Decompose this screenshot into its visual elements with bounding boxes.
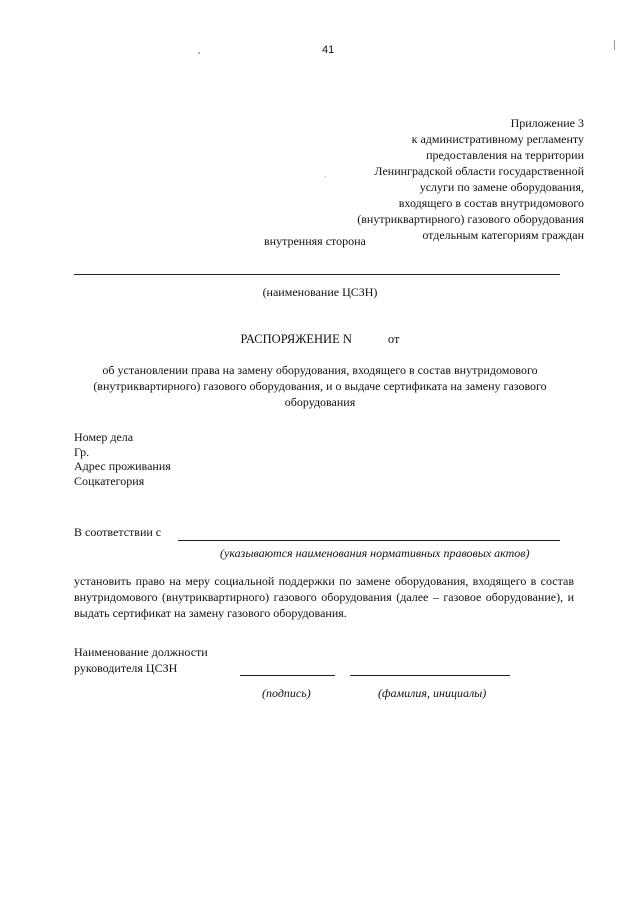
appendix-line: Ленинградской области государственной (374, 164, 584, 178)
side-label: внутренняя сторона (264, 234, 366, 248)
appendix-line: Приложение 3 (510, 116, 584, 130)
order-title-text: РАСПОРЯЖЕНИЕ N (240, 332, 352, 346)
case-number-label: Номер дела (74, 430, 134, 444)
scan-speck (198, 52, 200, 54)
appendix-line: предоставления на территории (426, 148, 584, 162)
org-caption: (наименование ЦСЗН) (262, 285, 378, 299)
signature-line (240, 675, 335, 676)
acts-line (178, 540, 560, 541)
appendix-line: входящего в состав внутридомового (398, 196, 584, 210)
category-label: Соцкатегория (74, 473, 145, 488)
appendix-header (324, 115, 584, 243)
signature-caption: (подпись) (262, 686, 311, 700)
order-from-label: от (387, 332, 400, 346)
appendix-line: к административному регламенту (411, 132, 584, 146)
decision-text: установить право на меру социальной поддержки по замене оборудования, входящего в состав внутридомового (внутриквартирного) газового оборудования (далее – газовое оборудование), и выдать сертификат на замену газового оборудования. (74, 574, 574, 620)
case-fields (74, 430, 171, 488)
appendix-line: отдельным категориям граждан (422, 228, 584, 242)
address-label: Адрес проживания (74, 459, 171, 473)
scan-speck (614, 40, 615, 50)
org-name-line (74, 274, 560, 275)
name-line (350, 675, 510, 676)
appendix-line: (внутриквартирного) газового оборудования (357, 212, 584, 226)
position-line: руководителя ЦСЗН (74, 661, 178, 675)
order-title (0, 332, 640, 347)
accordance-label: В соответствии с (74, 525, 162, 539)
head-position (74, 644, 208, 676)
position-line: Наименование должности (74, 645, 208, 659)
name-caption: (фамилия, инициалы) (378, 686, 487, 700)
page-number: 41 (322, 44, 335, 56)
appendix-line: услуги по замене оборудования, (419, 180, 584, 194)
order-subject: об установлении права на замену оборудования, входящего в состав внутридомового (внутриквартирного) газового оборудования, и о выдаче сертификата на замену газового оборудования (93, 363, 547, 409)
scan-speck (325, 176, 326, 177)
acts-caption: (указываются наименования нормативных правовых актов) (220, 546, 530, 560)
citizen-label: Гр. (74, 444, 90, 459)
